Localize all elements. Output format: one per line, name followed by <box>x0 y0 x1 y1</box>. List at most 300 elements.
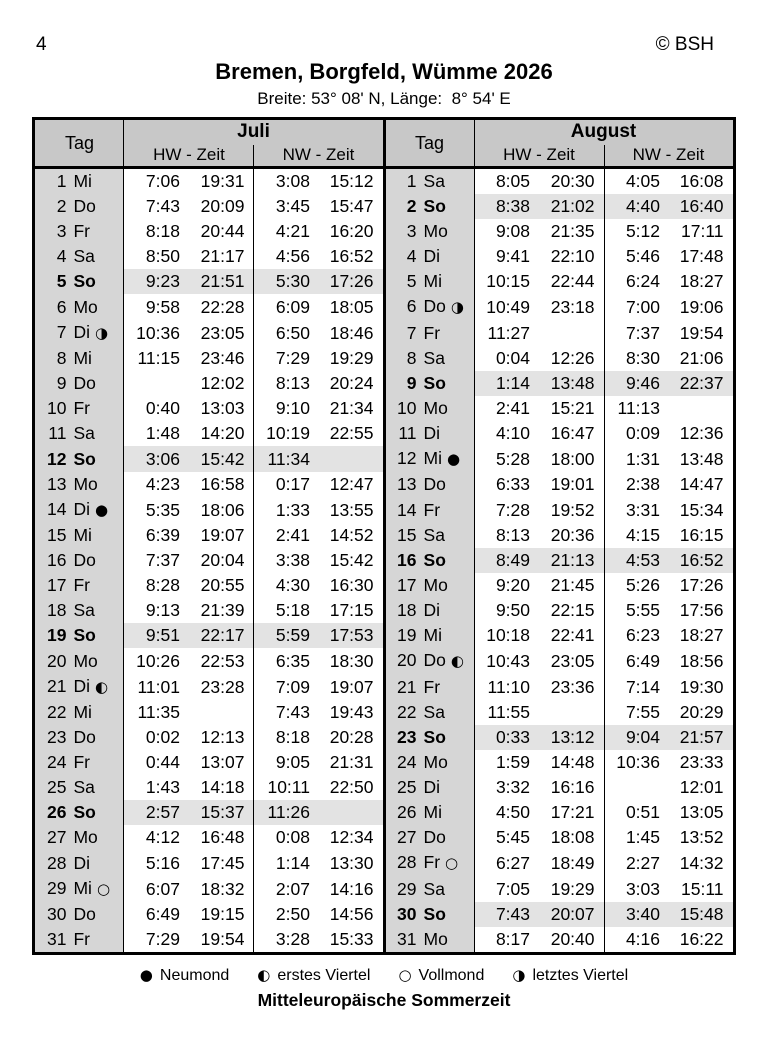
nw-time: 13:30 <box>319 850 384 876</box>
day-number: 3 <box>56 221 67 241</box>
hw-time: 9:20 <box>474 573 539 598</box>
weekday-label: Do <box>73 373 96 393</box>
weekday-label: Di <box>423 423 441 443</box>
day-number: 22 <box>397 702 417 722</box>
weekday-label: So <box>423 904 446 924</box>
nw-time: 8:13 <box>254 371 319 396</box>
nw-time: 18:27 <box>669 269 734 294</box>
day-number: 2 <box>56 196 67 216</box>
hw-time: 4:50 <box>474 800 539 825</box>
nw-time: 18:27 <box>669 623 734 648</box>
tide-row <box>34 850 734 876</box>
hw-time: 7:06 <box>124 168 189 195</box>
hw-time: 2:57 <box>124 800 189 825</box>
day-cell <box>34 623 124 648</box>
nw-time: 18:46 <box>319 320 384 346</box>
hw-time: 8:17 <box>474 927 539 954</box>
tide-row <box>34 598 734 623</box>
nw-time <box>319 800 384 825</box>
hw-time: 13:07 <box>189 750 254 775</box>
tide-row <box>34 294 734 320</box>
day-number: 7 <box>406 322 417 343</box>
hw-time: 7:37 <box>124 548 189 573</box>
timezone-note: Mitteleuropäische Sommerzeit <box>257 990 511 1010</box>
nw-time: 3:28 <box>254 927 319 954</box>
nw-time: 11:26 <box>254 800 319 825</box>
day-cell <box>34 523 124 548</box>
nw-time: 7:43 <box>254 700 319 725</box>
day-number: 7 <box>56 322 67 342</box>
nw-time: 21:31 <box>319 750 384 775</box>
weekday-label: So <box>423 727 446 747</box>
weekday-label: Fr <box>73 221 90 241</box>
weekday-label: Mi <box>423 625 442 645</box>
nw-time: 1:31 <box>604 446 669 472</box>
day-cell <box>384 573 474 598</box>
weekday-label: Mo <box>423 221 448 241</box>
weekday-label: Sa <box>73 423 95 443</box>
col-header-tag-right: Tag <box>384 119 474 168</box>
day-cell <box>384 700 474 725</box>
weekday-label: Mo <box>73 296 98 317</box>
day-cell <box>384 244 474 269</box>
nw-time: 9:05 <box>254 750 319 775</box>
weekday-label: Sa <box>423 171 445 191</box>
tide-row <box>34 825 734 850</box>
last-quarter-icon: ◑ <box>95 324 109 342</box>
day-number: 25 <box>47 777 67 797</box>
nw-time: 16:52 <box>319 244 384 269</box>
hw-time: 23:46 <box>189 346 254 371</box>
tide-row <box>34 446 734 472</box>
nw-time: 7:14 <box>604 674 669 700</box>
weekday-label: Do <box>73 727 96 747</box>
hw-time: 22:10 <box>539 244 604 269</box>
day-cell <box>34 446 124 472</box>
day-number: 16 <box>47 550 67 570</box>
day-number: 13 <box>397 474 417 494</box>
hw-time: 5:35 <box>124 497 189 523</box>
weekday-label: Fr <box>423 852 441 872</box>
nw-time: 14:56 <box>319 902 384 927</box>
nw-time: 8:30 <box>604 346 669 371</box>
hw-time: 23:05 <box>539 648 604 674</box>
hw-time: 18:00 <box>539 446 604 472</box>
day-number: 1 <box>56 171 67 191</box>
nw-time: 6:23 <box>604 623 669 648</box>
hw-time: 21:39 <box>189 598 254 623</box>
day-cell <box>34 371 124 396</box>
day-number: 28 <box>397 852 417 872</box>
tide-table <box>32 117 735 955</box>
day-cell <box>384 371 474 396</box>
hw-time: 23:05 <box>189 320 254 346</box>
hw-time: 9:13 <box>124 598 189 623</box>
page-title: Bremen, Borgfeld, Wümme 2026 <box>215 59 553 84</box>
day-number: 31 <box>47 929 67 949</box>
nw-time: 8:18 <box>254 725 319 750</box>
weekday-label: Sa <box>423 878 445 899</box>
day-cell <box>34 927 124 954</box>
day-cell <box>34 800 124 825</box>
day-cell <box>34 294 124 320</box>
weekday-label: Do <box>423 296 446 316</box>
day-cell <box>34 269 124 294</box>
nw-time: 1:45 <box>604 825 669 850</box>
nw-time: 4:53 <box>604 548 669 573</box>
hw-time: 0:33 <box>474 725 539 750</box>
day-cell <box>34 421 124 446</box>
table-header <box>34 119 734 168</box>
nw-time: 13:05 <box>669 800 734 825</box>
hw-time: 22:17 <box>189 623 254 648</box>
hw-time: 18:06 <box>189 497 254 523</box>
weekday-label: Di <box>73 852 90 873</box>
nw-time: 9:04 <box>604 725 669 750</box>
weekday-label: Mi <box>73 348 92 368</box>
hw-time: 20:09 <box>189 194 254 219</box>
tide-row <box>34 775 734 800</box>
hw-time: 20:30 <box>539 168 604 195</box>
nw-time: 19:06 <box>669 294 734 320</box>
nw-time: 5:18 <box>254 598 319 623</box>
tide-row <box>34 548 734 573</box>
col-header-nw-august: NW - Zeit <box>604 145 734 168</box>
day-number: 19 <box>47 625 67 645</box>
nw-time: 5:26 <box>604 573 669 598</box>
weekday-label: Fr <box>423 499 441 520</box>
nw-time: 10:19 <box>254 421 319 446</box>
day-cell <box>384 927 474 954</box>
new-moon-icon: ● <box>139 966 153 984</box>
copyright: © BSH <box>655 34 714 55</box>
legend-item <box>140 967 229 984</box>
day-number: 30 <box>47 904 67 924</box>
weekday-label: Sa <box>423 702 445 722</box>
tide-row <box>34 750 734 775</box>
weekday-label: Mi <box>73 171 92 191</box>
hw-time: 21:35 <box>539 219 604 244</box>
hw-time: 8:18 <box>124 219 189 244</box>
col-header-nw-juli: NW - Zeit <box>254 145 384 168</box>
day-number: 17 <box>47 575 67 595</box>
day-number: 5 <box>406 271 417 291</box>
weekday-label: So <box>423 550 446 570</box>
nw-time: 16:20 <box>319 219 384 244</box>
weekday-label: Sa <box>423 348 445 368</box>
hw-time: 3:32 <box>474 775 539 800</box>
coordinates: Breite: 53° 08' N, Länge: 8° 54' E <box>257 89 511 108</box>
nw-time: 17:26 <box>319 269 384 294</box>
day-number: 24 <box>47 752 67 772</box>
hw-time: 10:18 <box>474 623 539 648</box>
hw-time: 11:15 <box>124 346 189 371</box>
day-cell <box>34 725 124 750</box>
weekday-label: Fr <box>73 575 90 595</box>
nw-time: 6:35 <box>254 648 319 674</box>
nw-time: 20:29 <box>669 700 734 725</box>
day-number: 22 <box>47 702 67 722</box>
hw-time: 4:12 <box>124 825 189 850</box>
weekday-label: Di <box>423 246 441 266</box>
day-cell <box>384 850 474 876</box>
nw-time: 9:10 <box>254 396 319 421</box>
nw-time <box>669 396 734 421</box>
tide-row <box>34 346 734 371</box>
nw-time: 21:06 <box>669 346 734 371</box>
day-number: 4 <box>406 246 417 266</box>
nw-time: 15:48 <box>669 902 734 927</box>
nw-time: 6:24 <box>604 269 669 294</box>
tide-row <box>34 269 734 294</box>
nw-time: 19:07 <box>319 674 384 700</box>
nw-time: 15:47 <box>319 194 384 219</box>
nw-time: 11:34 <box>254 446 319 472</box>
hw-time: 9:41 <box>474 244 539 269</box>
day-cell <box>384 294 474 320</box>
hw-time: 6:27 <box>474 850 539 876</box>
tide-row <box>34 648 734 674</box>
day-number: 27 <box>397 827 417 847</box>
nw-time: 16:30 <box>319 573 384 598</box>
new-moon-icon: ● <box>95 501 109 519</box>
hw-time: 19:29 <box>539 876 604 902</box>
nw-time: 3:03 <box>604 876 669 902</box>
hw-time: 13:48 <box>539 371 604 396</box>
weekday-label: Do <box>73 196 96 216</box>
weekday-label: Fr <box>73 752 90 772</box>
day-number: 3 <box>406 221 417 241</box>
day-number: 9 <box>56 373 67 393</box>
hw-time: 19:31 <box>189 168 254 195</box>
hw-time: 1:59 <box>474 750 539 775</box>
weekday-label: Sa <box>73 246 95 266</box>
nw-time: 3:45 <box>254 194 319 219</box>
hw-time: 10:26 <box>124 648 189 674</box>
weekday-label: Di <box>73 499 90 519</box>
day-cell <box>34 674 124 700</box>
day-cell <box>384 800 474 825</box>
first-quarter-icon: ◐ <box>95 678 109 696</box>
tide-row <box>34 497 734 523</box>
weekday-label: Fr <box>73 929 90 949</box>
tide-row <box>34 320 734 346</box>
weekday-label: Do <box>423 827 446 847</box>
weekday-label: Sa <box>73 777 95 797</box>
hw-time: 3:06 <box>124 446 189 472</box>
hw-time: 23:36 <box>539 674 604 700</box>
day-cell <box>384 472 474 497</box>
hw-time: 21:45 <box>539 573 604 598</box>
hw-time: 23:28 <box>189 674 254 700</box>
nw-time: 6:50 <box>254 320 319 346</box>
hw-time: 15:42 <box>189 446 254 472</box>
day-cell <box>384 219 474 244</box>
day-number: 30 <box>397 904 417 924</box>
day-number: 4 <box>56 246 67 266</box>
tide-row <box>34 168 734 195</box>
nw-time: 13:52 <box>669 825 734 850</box>
day-cell <box>384 750 474 775</box>
day-cell <box>34 346 124 371</box>
day-cell <box>34 902 124 927</box>
day-cell <box>34 320 124 346</box>
nw-time: 3:31 <box>604 497 669 523</box>
hw-time: 22:15 <box>539 598 604 623</box>
tide-row <box>34 927 734 954</box>
day-cell <box>384 902 474 927</box>
hw-time: 1:43 <box>124 775 189 800</box>
weekday-label: Fr <box>73 398 90 418</box>
day-cell <box>384 346 474 371</box>
day-number: 20 <box>47 650 67 671</box>
day-cell <box>384 168 474 195</box>
hw-time: 13:12 <box>539 725 604 750</box>
hw-time: 4:23 <box>124 472 189 497</box>
page-number: 4 <box>36 34 47 55</box>
hw-time: 12:26 <box>539 346 604 371</box>
hw-time: 19:07 <box>189 523 254 548</box>
hw-time: 16:47 <box>539 421 604 446</box>
day-cell <box>384 825 474 850</box>
hw-time: 15:37 <box>189 800 254 825</box>
nw-time: 15:33 <box>319 927 384 954</box>
legend-label: Neumond <box>159 967 230 984</box>
hw-time: 8:50 <box>124 244 189 269</box>
nw-time: 4:15 <box>604 523 669 548</box>
nw-time: 3:38 <box>254 548 319 573</box>
nw-time: 20:24 <box>319 371 384 396</box>
tide-row <box>34 700 734 725</box>
nw-time: 22:37 <box>669 371 734 396</box>
full-moon-icon: ○ <box>445 854 459 872</box>
nw-time: 13:48 <box>669 446 734 472</box>
weekday-label: Fr <box>423 322 441 343</box>
weekday-label: So <box>423 196 446 216</box>
hw-time: 18:49 <box>539 850 604 876</box>
hw-time: 23:18 <box>539 294 604 320</box>
hw-time: 22:28 <box>189 294 254 320</box>
day-number: 5 <box>56 271 67 291</box>
nw-time: 7:09 <box>254 674 319 700</box>
tide-row <box>34 472 734 497</box>
top-bar <box>0 0 768 56</box>
hw-time: 7:29 <box>124 927 189 954</box>
day-cell <box>384 320 474 346</box>
day-cell <box>384 421 474 446</box>
day-cell <box>384 269 474 294</box>
nw-time: 15:34 <box>669 497 734 523</box>
hw-time: 5:16 <box>124 850 189 876</box>
nw-time: 6:49 <box>604 648 669 674</box>
weekday-label: Mo <box>73 650 98 671</box>
first-quarter-icon: ◐ <box>257 966 271 984</box>
hw-time: 11:27 <box>474 320 539 346</box>
nw-time: 17:56 <box>669 598 734 623</box>
weekday-label: Di <box>423 600 441 620</box>
nw-time: 18:56 <box>669 648 734 674</box>
hw-time: 20:40 <box>539 927 604 954</box>
nw-time: 15:42 <box>319 548 384 573</box>
hw-time: 12:13 <box>189 725 254 750</box>
hw-time: 6:07 <box>124 876 189 902</box>
hw-time: 18:08 <box>539 825 604 850</box>
tide-row <box>34 623 734 648</box>
day-cell <box>384 648 474 674</box>
hw-time: 20:07 <box>539 902 604 927</box>
weekday-label: Do <box>73 550 96 570</box>
day-number: 26 <box>397 802 417 822</box>
hw-time: 1:14 <box>474 371 539 396</box>
day-cell <box>384 775 474 800</box>
nw-time: 12:36 <box>669 421 734 446</box>
hw-time: 10:43 <box>474 648 539 674</box>
day-number: 12 <box>397 448 417 468</box>
day-number: 29 <box>47 878 67 898</box>
day-cell <box>384 876 474 902</box>
day-cell <box>34 219 124 244</box>
day-number: 8 <box>56 348 67 368</box>
day-number: 9 <box>406 373 417 393</box>
day-cell <box>34 497 124 523</box>
weekday-label: Sa <box>73 600 95 620</box>
day-number: 12 <box>47 448 67 469</box>
weekday-label: So <box>423 373 446 393</box>
day-number: 23 <box>47 727 67 747</box>
day-number: 31 <box>397 929 417 949</box>
hw-time: 15:21 <box>539 396 604 421</box>
hw-time: 6:49 <box>124 902 189 927</box>
weekday-label: Di <box>73 676 90 696</box>
hw-time: 7:43 <box>474 902 539 927</box>
tide-row <box>34 674 734 700</box>
weekday-label: So <box>73 802 96 822</box>
weekday-label: Mi <box>73 878 92 898</box>
day-number: 8 <box>406 348 417 368</box>
hw-time: 20:55 <box>189 573 254 598</box>
day-number: 10 <box>397 398 417 418</box>
nw-time: 2:41 <box>254 523 319 548</box>
nw-time: 19:29 <box>319 346 384 371</box>
day-cell <box>34 472 124 497</box>
weekday-label: Mo <box>423 575 448 595</box>
day-number: 15 <box>397 525 417 545</box>
day-cell <box>384 674 474 700</box>
legend-item <box>398 967 484 984</box>
day-cell <box>34 573 124 598</box>
nw-time: 7:00 <box>604 294 669 320</box>
hw-time: 10:15 <box>474 269 539 294</box>
day-number: 10 <box>47 398 67 418</box>
weekday-label: So <box>73 448 96 469</box>
day-cell <box>34 396 124 421</box>
nw-time: 10:11 <box>254 775 319 800</box>
weekday-label: Mi <box>423 802 442 822</box>
day-cell <box>34 825 124 850</box>
day-cell <box>34 168 124 195</box>
nw-time: 18:05 <box>319 294 384 320</box>
hw-time: 8:05 <box>474 168 539 195</box>
day-cell <box>384 523 474 548</box>
weekday-label: So <box>73 271 96 291</box>
hw-time: 16:48 <box>189 825 254 850</box>
tide-row <box>34 725 734 750</box>
hw-time: 6:33 <box>474 472 539 497</box>
weekday-label: Mi <box>423 448 442 468</box>
day-number: 14 <box>397 499 417 520</box>
hw-time <box>189 700 254 725</box>
tide-row <box>34 396 734 421</box>
